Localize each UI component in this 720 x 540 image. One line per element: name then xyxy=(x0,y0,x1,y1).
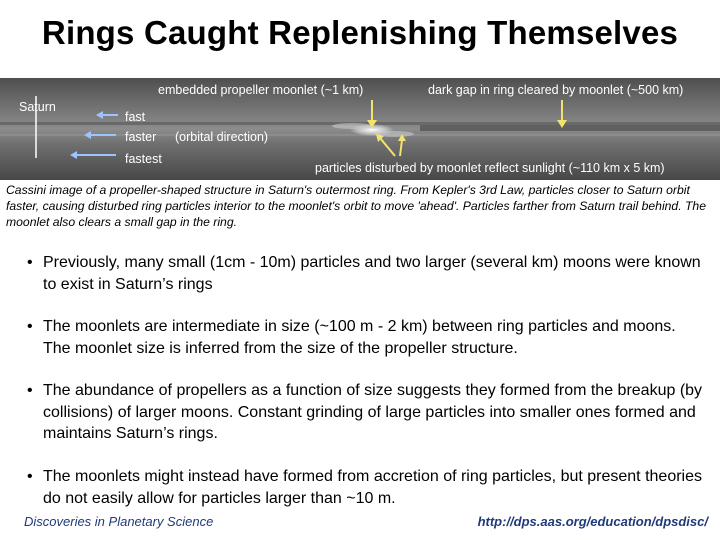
speed-fastest-label: fastest xyxy=(125,152,162,166)
bullet-text: The moonlets are intermediate in size (~100 m - 2 km) between ring particles and moons. The moonlet size is inferred from the size of the propeller structure. xyxy=(43,318,676,357)
figure-caption: Cassini image of a propeller-shaped structure in Saturn's outermost ring. From Kepler's 3rd Law, particles closer to Saturn orbit faster, causing disturbed ring particles interior to the moonlet's orbit to move 'ahead'. Particles farther from Saturn trail behind. The moonlet also clears a small gap in the ring. xyxy=(6,183,706,229)
bullet-item xyxy=(24,252,704,295)
speed-fast-label: fast xyxy=(125,110,146,124)
bullet-marker: • xyxy=(27,382,33,399)
slide-title: Rings Caught Replenishing Themselves xyxy=(41,14,679,51)
bullet-item xyxy=(24,380,704,445)
bullet-text: The abundance of propellers as a function of size suggests they formed from the breakup (by collisions) of larger moons. Constant grinding of large particles into smaller ones formed and maintains Saturn’s rings. xyxy=(43,382,703,442)
footer-url: http://dps.aas.org/education/dpsdisc/ xyxy=(477,514,708,529)
particles-disturbed-label: particles disturbed by moonlet reflect sunlight (~110 km x 5 km) xyxy=(315,161,665,175)
bullet-text: The moonlets might instead have formed from accretion of ring particles, but present theories do not easily allow for particles larger than ~10 m. xyxy=(43,468,702,507)
orbital-direction-label: (orbital direction) xyxy=(175,130,269,144)
cassini-ring-image xyxy=(0,78,720,180)
bullet-marker: • xyxy=(27,254,33,271)
footer-series-title: Discoveries in Planetary Science xyxy=(24,514,214,529)
bullet-item xyxy=(24,316,704,359)
bullet-marker: • xyxy=(27,468,33,485)
bullet-marker: • xyxy=(27,318,33,335)
dark-gap-label: dark gap in ring cleared by moonlet (~500 km) xyxy=(428,83,684,97)
saturn-label: Saturn xyxy=(19,100,56,114)
bullet-text: Previously, many small (1cm - 10m) particles and two larger (several km) moons were known to exist in Saturn’s rings xyxy=(43,254,701,293)
speed-faster-label: faster xyxy=(125,130,157,144)
propeller-moonlet-label: embedded propeller moonlet (~1 km) xyxy=(158,83,364,97)
bullet-item xyxy=(24,466,704,509)
